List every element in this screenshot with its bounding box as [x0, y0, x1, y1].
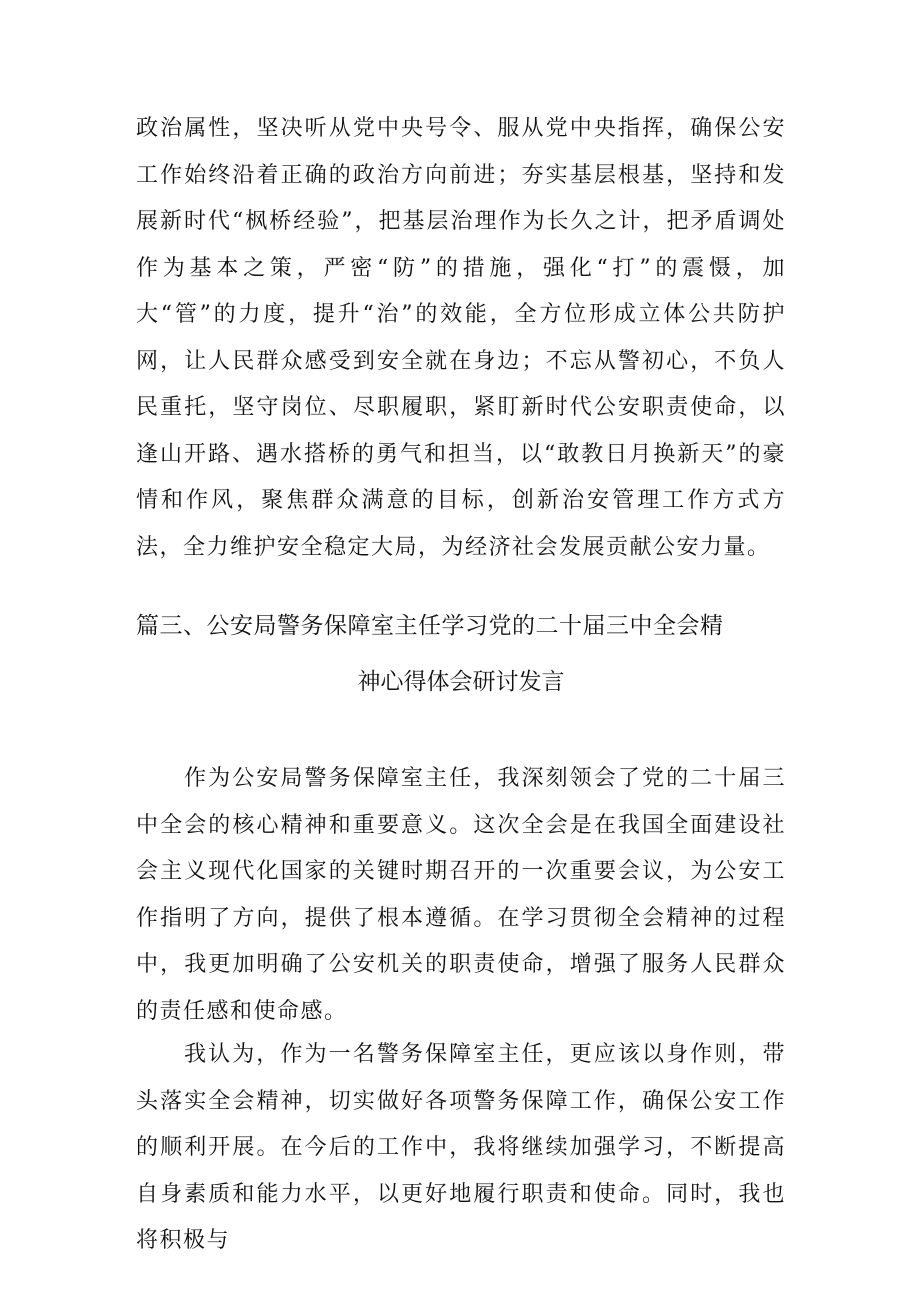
body-paragraph-1: 作为公安局警务保障室主任，我深刻领会了党的二十届三中全会的核心精神和重要意义。这次全会是在我国全面建设社会主义现代化国家的关键时期召开的一次重要会议，为公安工作指明了方向，提供了根本遵循。在学习贯彻全会精神的过程中，我更加明确了公安机关的职责使命，增强了服务人民群众的责任感和使命感。 — [136, 766, 786, 1024]
section-title-line-2: 神心得体会研讨发言 — [357, 669, 565, 695]
body-paragraph-2: 我认为，作为一名警务保障室主任，更应该以身作则，带头落实全会精神，切实做好各项警务保障工作，确保公安工作的顺利开展。在今后的工作中，我将继续加强学习，不断提高自身素质和能力水平，以更好地履行职责和使命。同时，我也将积极与 — [136, 1042, 786, 1253]
continued-paragraph: 政治属性，坚决听从党中央号令、服从党中央指挥，确保公安工作始终沿着正确的政治方向前进；夯实基层根基，坚持和发展新时代“枫桥经验”，把基层治理作为长久之计，把矛盾调处作为基本之策，严密“防”的措施，强化“打”的震慑，加大“管”的力度，提升“治”的效能，全方位形成立体公共防护网，让人民群众感受到安全就在身边；不忘从警初心，不负人民重托，坚守岗位、尽职履职，紧盯新时代公安职责使命，以逢山开路、遇水搭桥的勇气和担当，以“敢教日月换新天”的豪情和作风，聚焦群众满意的目标，创新治安管理工作方式方法，全力维护安全稳定大局，为经济社会发展贡献公安力量。 — [136, 116, 786, 560]
section-title — [136, 598, 786, 710]
section-title-line-1: 篇三、公安局警务保障室主任学习党的二十届三中全会精 — [136, 613, 724, 639]
